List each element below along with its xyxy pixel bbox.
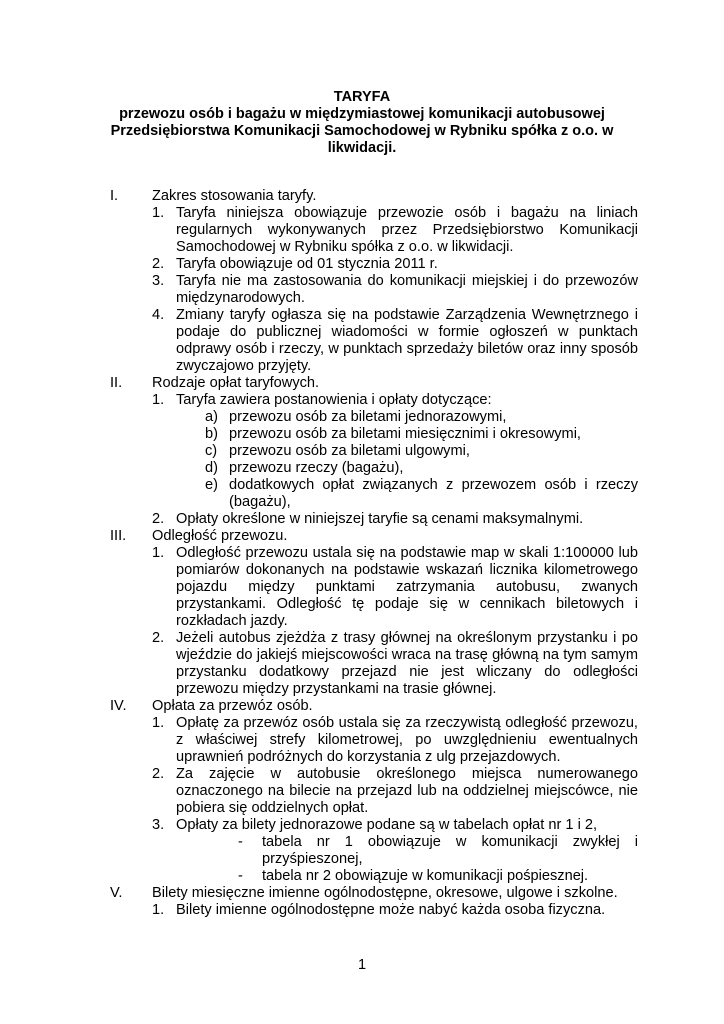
sub-list-item [0,443,638,460]
list-item [0,392,638,409]
document-subtitle-line-2: Przedsiębiorstwa Komunikacji Samochodowej w Rybniku spółka z o.o. w [110,123,614,139]
sub-item-text: przewozu osób za biletami ulgowymi, [229,443,470,459]
page-number: 1 [357,957,367,973]
sub-item-text: dodatkowych opłat związanych z przewozem osób i rzeczy (bagażu), [229,477,638,510]
sub-list-item [0,477,638,511]
item-number: 1. [152,545,165,561]
section-title: Zakres stosowania taryfy. [152,188,317,204]
document-header [100,89,624,157]
dash-list-item [0,834,638,868]
sub-item-text: przewozu rzeczy (bagażu), [229,460,404,476]
document-body [0,188,724,919]
section-title: Rodzaje opłat taryfowych. [152,375,320,391]
list-item [0,902,638,919]
section-heading [0,528,724,545]
section-1 [0,188,724,375]
item-text: Taryfa obowiązuje od 01 stycznia 2011 r. [176,256,438,272]
sub-item-letter: a) [205,409,218,425]
dash-item-text: tabela nr 2 obowiązuje w komunikacji pośpiesznej. [262,868,589,884]
item-number: 2. [152,256,165,272]
section-title: Bilety miesięczne imienne ogólnodostępne, okresowe, ulgowe i szkolne. [152,885,618,901]
sub-item-letter: e) [205,477,218,493]
item-number: 3. [152,273,165,289]
sub-list-item [0,460,638,477]
item-number: 2. [152,766,165,782]
sub-list-item [0,426,638,443]
section-numeral: I. [110,188,119,204]
item-number: 1. [152,392,165,408]
list-item [0,205,638,256]
item-number: 1. [152,902,165,918]
item-text: Zmiany taryfy ogłasza się na podstawie Zarządzenia Wewnętrznego i podaje do publicznej wiadomości w formie ogłoszeń w punktach odprawy osób i rzeczy, w punktach sprzedaży biletów oraz inny sposób zwyczajowo przyjęty. [176,307,638,374]
item-text: Opłaty określone w niniejszej taryfie są cenami maksymalnymi. [176,511,584,527]
section-numeral: IV. [110,698,127,714]
dash-list-item [0,868,638,885]
item-text: Jeżeli autobus zjeżdża z trasy głównej na określonym przystanku i po wjeździe do jakiejś miejscowości wraca na trasę główną na tym samym przystanku dodatkowy przejazd nie jest wliczany do odległości przewozu między przystankami na trasie głównej. [176,630,638,697]
sub-item-letter: c) [205,443,218,459]
section-numeral: V. [110,885,123,901]
item-number: 4. [152,307,165,323]
section-5 [0,885,724,919]
item-number: 2. [152,630,165,646]
dash-marker: - [238,868,243,884]
item-text: Odległość przewozu ustala się na podstawie map w skali 1:100000 lub pomiarów dokonanych na podstawie wskazań licznika kilometrowego pojazdu między punktami zatrzymania autobusu, zwanych przystankami. Odległość tę podaje się w cennikach biletowych i rozkładach jazdy. [176,545,638,629]
section-title: Odległość przewozu. [152,528,288,544]
item-number: 3. [152,817,165,833]
list-item [0,630,638,698]
document-subtitle-line-3: likwidacji. [327,140,397,156]
section-heading [0,188,724,205]
sub-item-letter: b) [205,426,218,442]
item-text: Opłatę za przewóz osób ustala się za rzeczywistą odległość przewozu, z właściwej strefy kilometrowej, po uwzględnieniu ewentualnych uprawnień podróżnych do korzystania z ulg przejazdowych. [176,715,638,765]
item-text: Za zajęcie w autobusie określonego miejsca numerowanego oznaczonego na bilecie na przejazd lub na oddzielnej miejscówce, nie pobiera się oddzielnych opłat. [176,766,638,816]
list-item [0,545,638,630]
list-item [0,511,638,528]
list-item [0,273,638,307]
item-number: 2. [152,511,165,527]
item-text: Opłaty za bilety jednorazowe podane są w tabelach opłat nr 1 i 2, [176,817,598,833]
item-text: Taryfa niniejsza obowiązuje przewozie osób i bagażu na liniach regularnych wykonywanych przez Przedsiębiorstwo Komunikacji Samochodowej w Rybniku spółka z o.o. w likwidacji. [176,205,638,255]
list-item [0,766,638,817]
sub-item-text: przewozu osób za biletami jednorazowymi, [229,409,507,425]
sub-item-letter: d) [205,460,218,476]
sub-list-item [0,409,638,426]
section-heading [0,375,724,392]
list-item [0,256,638,273]
section-3 [0,528,724,698]
item-number: 1. [152,715,165,731]
item-number: 1. [152,205,165,221]
section-2 [0,375,724,528]
item-text: Taryfa zawiera postanowienia i opłaty dotyczące: [176,392,492,408]
dash-item-text: tabela nr 1 obowiązuje w komunikacji zwykłej i przyśpieszonej, [262,834,638,867]
document-subtitle-line-1: przewozu osób i bagażu w międzymiastowej komunikacji autobusowej [119,106,605,122]
section-4 [0,698,724,885]
section-heading [0,885,724,902]
document-title: TARYFA [333,89,391,105]
dash-marker: - [238,834,243,850]
section-numeral: II. [110,375,123,391]
list-item [0,307,638,375]
section-numeral: III. [110,528,127,544]
list-item [0,817,638,834]
item-text: Taryfa nie ma zastosowania do komunikacji miejskiej i do przewozów międzynarodowych. [176,273,638,306]
item-text: Bilety imienne ogólnodostępne może nabyć każda osoba fizyczna. [176,902,606,918]
section-title: Opłata za przewóz osób. [152,698,313,714]
sub-item-text: przewozu osób za biletami miesięcznimi i okresowymi, [229,426,581,442]
section-heading [0,698,724,715]
list-item [0,715,638,766]
